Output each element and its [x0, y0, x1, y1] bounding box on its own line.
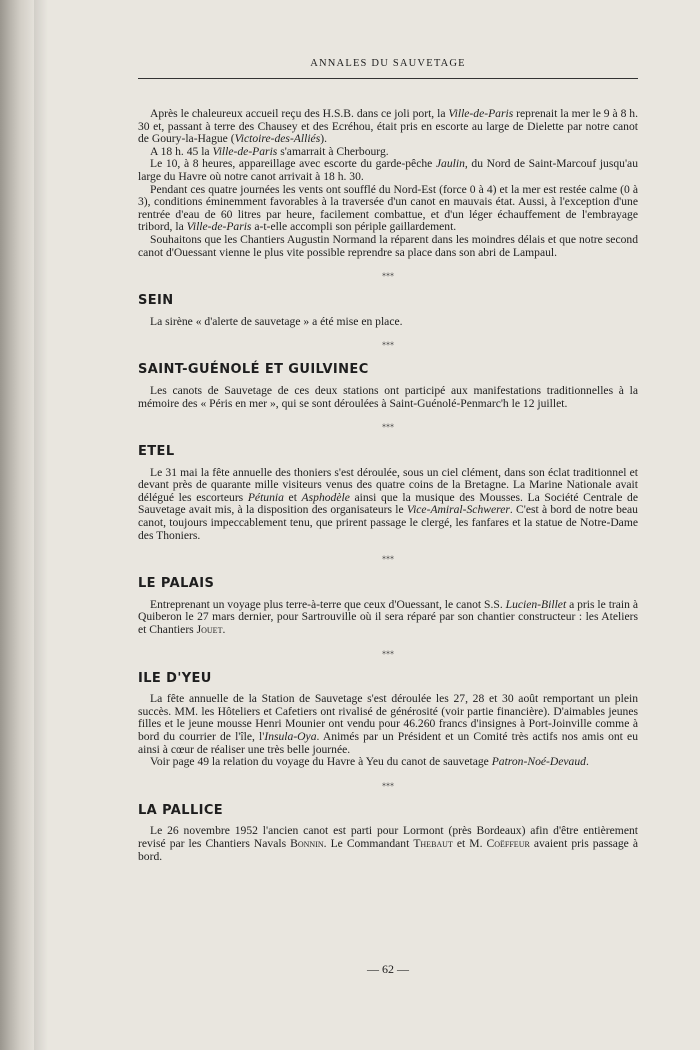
section-title: LE PALAIS — [138, 576, 215, 592]
italic-name: Vice-Amiral-Schwerer — [406, 503, 510, 517]
italic-name: Lucien-Billet — [505, 597, 567, 611]
section-separator: ⁎⁎⁎ — [382, 646, 394, 656]
gutter-shadow — [34, 0, 48, 1050]
section-separator: ⁎⁎⁎ — [382, 778, 394, 788]
italic-name: Victoire-des-Alliés — [234, 132, 321, 146]
running-head: ANNALES DU SAUVETAGE — [310, 58, 466, 69]
section-paragraph: La fête annuelle de la Station de Sauvetage s'est déroulée les 27, 28 et 30 août remportant un plein succès. MM. les Hôteliers et Cafetiers ont rivalisé de générosité (voir partie financière). D'aimables jeunes filles et le jeune mousse Henri Mounier ont vendu pour 46.260 francs d'insignes à Port-Joinville comme à bord du courrier de l'île, l'Insula-Oya. Animés par un Président et un Comité très actifs nos amis ont eu ainsi à cœur de réaliser une très belle journée. — [138, 692, 638, 756]
small-caps-name: Jouet — [196, 623, 223, 637]
section-separator: ⁎⁎⁎ — [382, 552, 394, 562]
section-paragraph: Le 26 novembre 1952 l'ancien canot est parti pour Lormont (près Bordeaux) afin d'être entièrement revisé par les Chantiers Navals Bonnin. Le Commandant Thebaut et M. Coëffeur avaient pris passage à bord. — [138, 824, 638, 863]
italic-name: Patron-Noé-Devaud — [491, 755, 586, 769]
section — [138, 578, 638, 636]
section — [138, 364, 638, 410]
section-title: SEIN — [138, 293, 174, 309]
section-paragraph: Le 31 mai la fête annuelle des thoniers s'est déroulée, sous un ciel clément, dans son éclat traditionnel et devant près de quarante mille visiteurs venus des quatre coins de la Bretagne. La Marine Nationale avait délégué les escorteurs Pétunia et Asphodèle ainsi que la musique des Mousses. La Société Centrale de Sauvetage avait mis, à la disposition des organisateurs le Vice-Amiral-Schwerer. C'est à bord de notre beau canot, toujours impeccablement tenu, que prirent passage le clergé, les fanfares et la statue de Notre-Dame des Thoniers. — [138, 465, 638, 542]
section-separator: ⁎⁎⁎ — [382, 338, 394, 348]
section — [138, 670, 638, 769]
italic-name: Jaulin — [435, 157, 465, 171]
italic-name: Ville-de-Paris — [448, 107, 514, 120]
small-caps-name: Thebaut — [413, 836, 453, 850]
italic-name: Ville-de-Paris — [186, 220, 252, 234]
section-paragraph: Voir page 49 la relation du voyage du Havre à Yeu du canot de sauvetage Patron-Noé-Devaud. — [150, 755, 589, 769]
book-binding-edge — [0, 0, 34, 1050]
intro-block — [138, 108, 638, 259]
intro-paragraph: A 18 h. 45 la Ville-de-Paris s'amarrait à Cherbourg. — [150, 144, 389, 158]
intro-paragraph: Après le chaleureux accueil reçu des H.S.B. dans ce joli port, la Ville-de-Paris reprenait la mer le 9 à 8 h. 30 et, passant à terre des Chausey et des Ecréhou, était pris en escorte au large de Dielette par notre canot de Goury-la-Hague (Victoire-des-Alliés). — [138, 107, 639, 146]
italic-name: Asphodèle — [301, 490, 350, 504]
section-paragraph: Les canots de Sauvetage de ces deux stations ont participé aux manifestations traditionnelles à la mémoire des « Péris en mer », qui se sont déroulées à Saint-Guénolé-Penmarc'h le 12 juillet. — [138, 383, 638, 410]
section-paragraph: Entreprenant un voyage plus terre-à-terre que ceux d'Ouessant, le canot S.S. Lucien-Billet a pris le train à Quiberon le 27 mars dernier, pour Sartrouville où il sera réparé par son chantier constructeur : les Ateliers et Chantiers Jouet. — [138, 597, 638, 637]
section-title: ILE D'YEU — [138, 670, 212, 686]
small-caps-name: Coëffeur — [486, 836, 530, 850]
italic-name: Ville-de-Paris — [212, 144, 278, 158]
small-caps-name: Bonnin — [290, 836, 324, 850]
section-title: SAINT-GUÉNOLÉ ET GUILVINEC — [138, 362, 369, 378]
intro-paragraph: Le 10, à 8 heures, appareillage avec escorte du garde-pêche Jaulin, du Nord de Saint-Marcouf jusqu'au large du Havre où notre canot arrivait à 18 h. 30. — [138, 157, 638, 183]
section — [138, 446, 638, 542]
section-separator: ⁎⁎⁎ — [382, 420, 394, 430]
page-number: — 62 — — [367, 962, 409, 976]
italic-name: Pétunia — [247, 490, 284, 504]
section-separator: ⁎⁎⁎ — [382, 269, 394, 279]
intro-paragraph: Pendant ces quatre journées les vents ont soufflé du Nord-Est (force 0 à 4) et la mer est restée calme (0 à 3), conditions éminemment favorables à la traversée d'un canot en mauvais état. Aussi, à l'exception d'une rentrée d'eau de 60 litres par heure, facilement combattue, et d'un léger échauffement de l'embrayage tribord, la Ville-de-Paris a-t-elle accompli son périple gaillardement. — [138, 182, 638, 234]
italic-name: Insula-Oya — [264, 730, 317, 743]
intro-paragraph: Souhaitons que les Chantiers Augustin Normand la réparent dans les moindres délais et que notre second canot d'Ouessant vienne le plus vite possible reprendre sa place dans son abri de Lampaul. — [138, 232, 638, 259]
page-content — [138, 108, 638, 863]
section-title: ETEL — [138, 444, 175, 460]
sections-block — [138, 295, 638, 863]
section — [138, 295, 638, 328]
section-title: LA PALLICE — [138, 802, 224, 818]
header-rule — [138, 78, 638, 79]
section — [138, 802, 638, 863]
section-paragraph: La sirène « d'alerte de sauvetage » a été mise en place. — [150, 314, 403, 328]
